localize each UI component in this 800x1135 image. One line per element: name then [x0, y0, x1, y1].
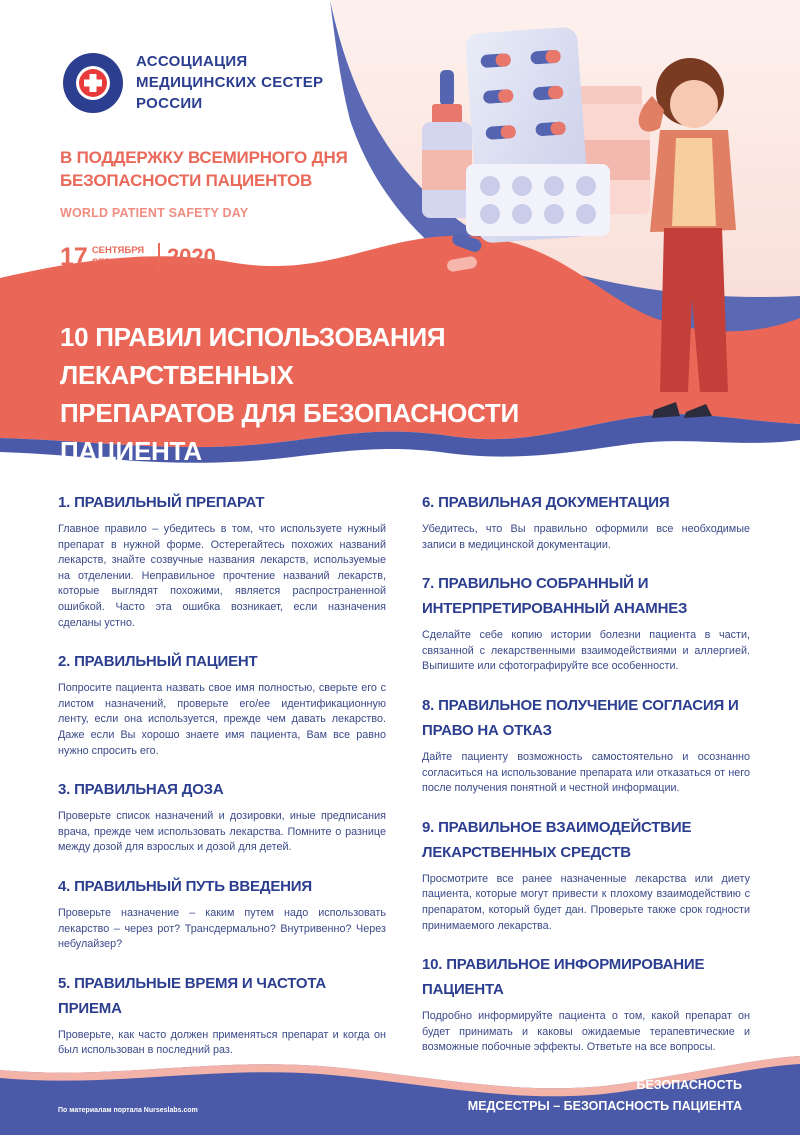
rule-text: Просмотрите все ранее назначенные лекарства или диету пациента, которые могут привести к плохому взаимодействию с препаратом, который будет дан. Проверьте также срок годности принимаемого лекарства.	[422, 872, 750, 932]
rule-item	[58, 777, 386, 856]
organization-name	[136, 51, 336, 114]
event-name-english: WORLD PATIENT SAFETY DAY	[60, 206, 249, 220]
rule-item	[58, 649, 386, 759]
date-month-en: SEPTEMBER	[91, 257, 151, 268]
support-line: БЕЗОПАСНОСТИ ПАЦИЕНТОВ	[60, 171, 313, 190]
footer-tagline	[468, 1075, 742, 1117]
footer-tagline-line: БЕЗОПАСНОСТЬ	[636, 1078, 742, 1092]
date-months	[92, 245, 151, 269]
rule-title: 8. ПРАВИЛЬНОЕ ПОЛУЧЕНИЕ СОГЛАСИЯ И ПРАВО НА ОТКАЗ	[422, 696, 739, 739]
rule-title: 3. ПРАВИЛЬНАЯ ДОЗА	[58, 781, 224, 799]
rule-text: Дайте пациенту возможность самостоятельно и осознанно согласиться на использование препарата или отказаться от него после получения понятной и честной информации.	[422, 750, 750, 795]
rule-item	[422, 815, 750, 934]
rule-text: Проверьте назначение – каким путем надо использовать лекарство – через рот? Трансдермально? Внутривенно? Через небулайзер?	[58, 906, 386, 951]
rule-text: Попросите пациента назвать свое имя полностью, сверьте его с листом назначений, проверьте его/ее идентификационную ленту, если она используется, прежде чем давать лекарство. Даже если Вы хорошо знаете имя пациента, Вам все равно нужно спросить его.	[58, 682, 386, 757]
rule-item	[58, 490, 386, 631]
rule-item	[58, 874, 386, 953]
main-title-line: ПРЕПАРАТОВ ДЛЯ БЕЗОПАСНОСТИ ПАЦИЕНТА	[60, 398, 519, 466]
footer-tagline-line: МЕДСЕСТРЫ – БЕЗОПАСНОСТЬ ПАЦИЕНТА	[467, 1099, 742, 1113]
org-name-line: РОССИИ	[136, 95, 203, 112]
rule-text: Главное правило – убедитесь в том, что используете нужный препарат в нужной форме. Остерегайтесь похожих названий лекарств, знайте созвучные названия лекарств, используемые на отделении. Неправильное прочтение названий лекарств, которые выглядят похожими, является распространенной ошибкой. Часто эта ошибка возникает, если назначения сделаны устно.	[58, 523, 386, 629]
rule-title: 4. ПРАВИЛЬНЫЙ ПУТЬ ВВЕДЕНИЯ	[58, 877, 312, 895]
source-credit: По материалам портала Nurseslabs.com	[58, 1107, 198, 1114]
rule-item	[422, 571, 750, 675]
rule-text: Проверьте, как часто должен применяться препарат и когда он был использован в последний раз.	[58, 1028, 386, 1057]
rule-text: Подробно информируйте пациента о том, какой препарат он будет принимать и каковы ожидаемые терапевтические и возможные побочные эффекты. Ответьте на все вопросы.	[422, 1010, 750, 1054]
event-date	[60, 240, 216, 274]
rule-text: Проверьте список назначений и дозировки, иные предписания врача, прежде чем использовать лекарства. Помните о разнице между дозой для взрослых и дозой для детей.	[58, 810, 386, 854]
date-day: 17	[60, 242, 88, 271]
main-title-line: 10 ПРАВИЛ ИСПОЛЬЗОВАНИЯ ЛЕКАРСТВЕННЫХ	[60, 322, 446, 390]
rule-title: 1. ПРАВИЛЬНЫЙ ПРЕПАРАТ	[58, 494, 265, 511]
organization-logo	[62, 52, 124, 114]
org-name-line: АССОЦИАЦИЯ	[136, 53, 248, 70]
tablet-tray-illustration	[466, 164, 610, 236]
org-name-line: МЕДИЦИНСКИХ СЕСТЕР	[136, 74, 324, 91]
date-month-ru: СЕНТЯБРЯ	[91, 245, 145, 256]
rule-title: 5. ПРАВИЛЬНЫЕ ВРЕМЯ И ЧАСТОТА ПРИЕМА	[58, 974, 326, 1017]
main-title	[60, 318, 660, 470]
rules-right-column	[422, 490, 750, 1074]
rule-title: 2. ПРАВИЛЬНЫЙ ПАЦИЕНТ	[58, 653, 258, 671]
rule-title: 7. ПРАВИЛЬНО СОБРАННЫЙ И ИНТЕРПРЕТИРОВАННЫЙ АНАМНЕЗ	[422, 575, 688, 618]
rule-text: Убедитесь, что Вы правильно оформили все необходимые записи в медицинской документации.	[422, 523, 750, 551]
rule-text: Сделайте себе копию истории болезни пациента в части, связанной с лекарственными взаимодействиями и аллергией. Выпишите или сфотографируйте все особенности.	[422, 629, 750, 673]
support-line: В ПОДДЕРЖКУ ВСЕМИРНОГО ДНЯ	[60, 148, 348, 167]
rule-title: 6. ПРАВИЛЬНАЯ ДОКУМЕНТАЦИЯ	[422, 494, 670, 511]
rule-item	[422, 952, 750, 1056]
rule-title: 9. ПРАВИЛЬНОЕ ВЗАИМОДЕЙСТВИЕ ЛЕКАРСТВЕННЫХ СРЕДСТВ	[422, 818, 692, 861]
logo-emblem-icon	[62, 52, 124, 114]
date-year: 2020	[166, 244, 216, 269]
date-separator	[158, 243, 160, 271]
rule-title: 10. ПРАВИЛЬНОЕ ИНФОРМИРОВАНИЕ ПАЦИЕНТА	[422, 956, 705, 999]
rule-item	[422, 490, 750, 553]
rules-left-column	[58, 490, 386, 1077]
rule-item	[422, 693, 750, 797]
rule-item	[58, 971, 386, 1059]
support-heading	[60, 146, 380, 192]
